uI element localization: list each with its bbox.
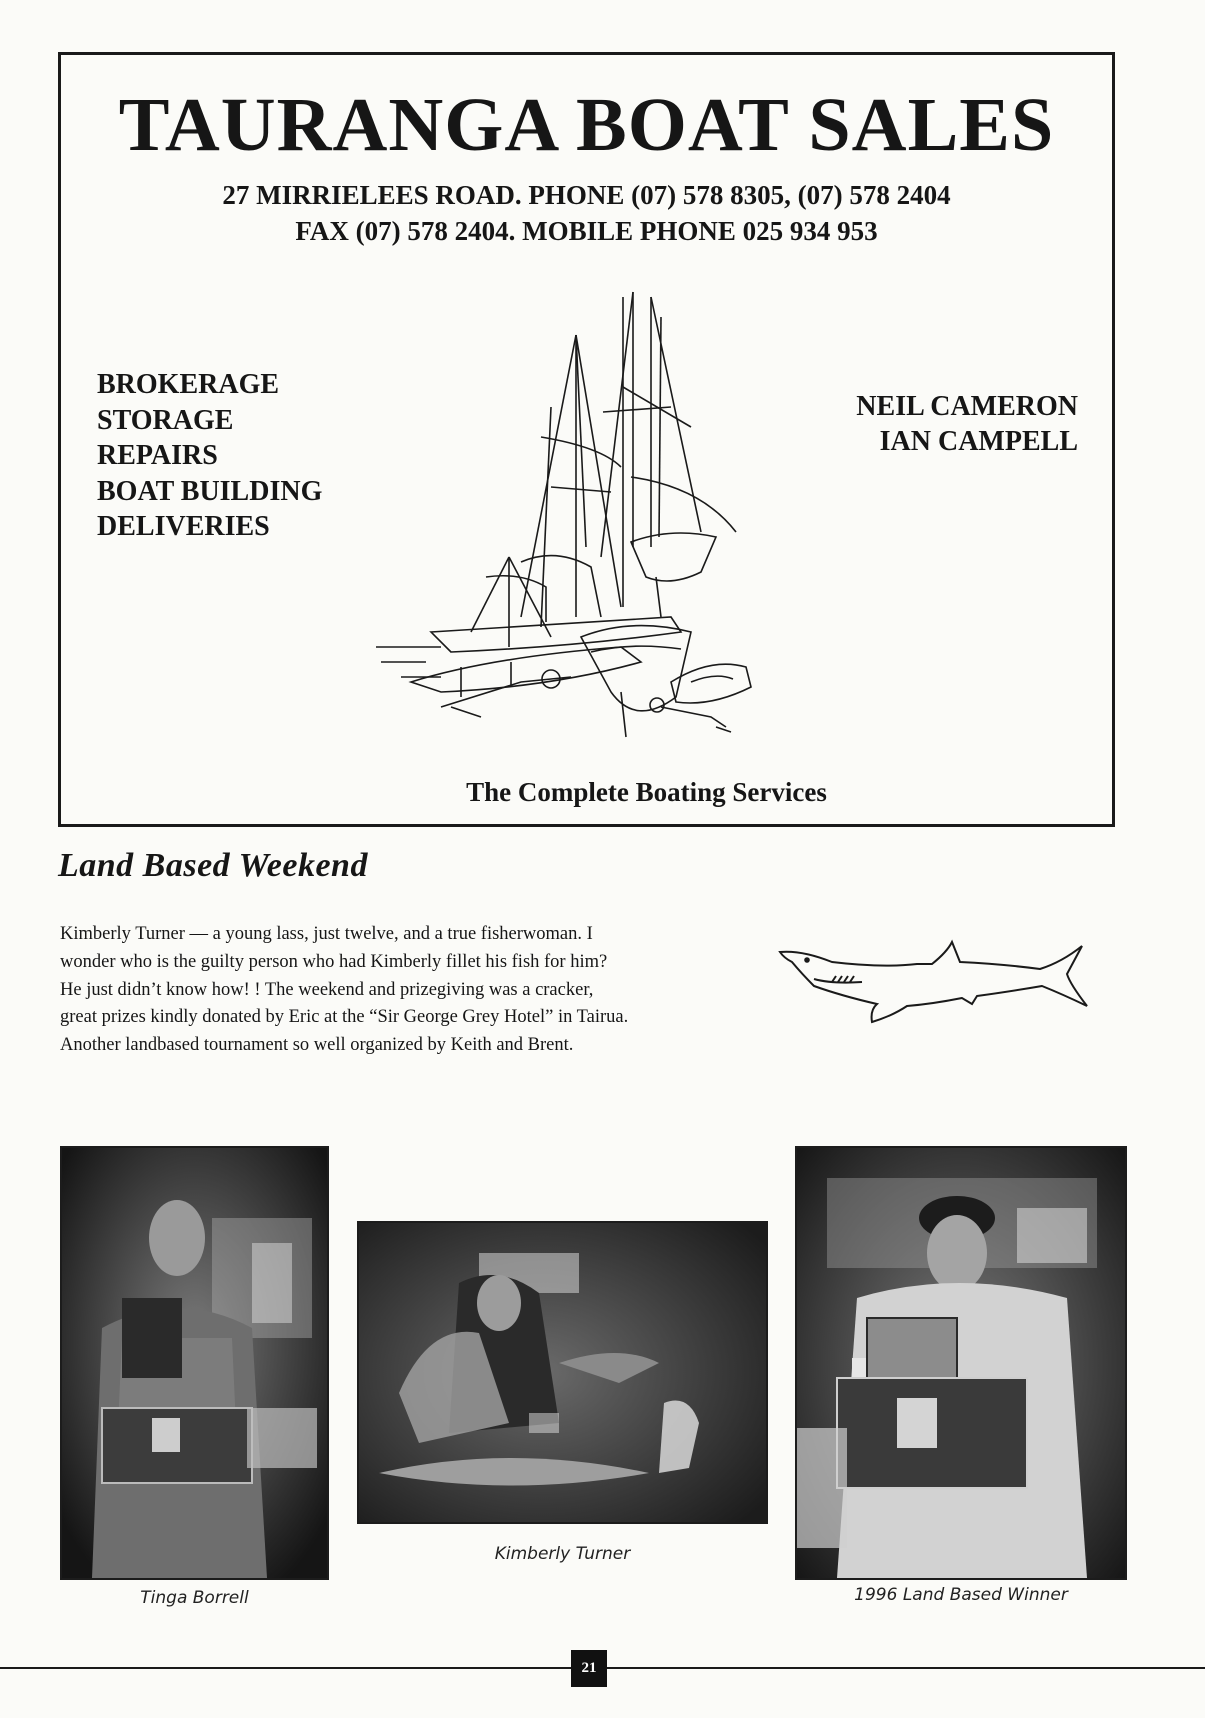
photo-land-based-winner (795, 1146, 1127, 1580)
page-number: 21 (571, 1650, 607, 1687)
article-body: Kimberly Turner — a young lass, just twelve, and a true fisherwoman. I wonder who is the guilty person who had Kimberly fillet his fish for him? He just didn’t know how! ! The weekend and prizegiving was a cracker, great prizes kindly donated by Eric at the “Sir George Grey Hotel” in Tairua. Another landbased tournament so well organized by Keith and Brent. (60, 924, 629, 1056)
contact-name: IAN CAMPELL (879, 426, 1078, 457)
service-brokerage: BROKERAGE (97, 369, 280, 400)
services-list (97, 367, 322, 545)
contact-names (856, 389, 1078, 459)
photo-girl-filleting-fish (359, 1223, 766, 1522)
photo-tinga-borrell (60, 1146, 329, 1580)
photo-man-holding-box (62, 1148, 327, 1578)
photo-kimberly-turner (357, 1221, 768, 1524)
service-storage: STORAGE (97, 404, 234, 436)
photo-winner-holding-prizes (797, 1148, 1125, 1578)
boats-illustration (371, 287, 791, 767)
ad-title: TAURANGA BOAT SALES (118, 83, 1055, 167)
service-deliveries: DELIVERIES (97, 511, 270, 542)
caption-kimberly-turner: Kimberly Turner (494, 1544, 631, 1564)
caption-tinga-borrell: Tinga Borrell (140, 1588, 249, 1608)
service-boat-building: BOAT BUILDING (97, 475, 323, 507)
service-repairs: REPAIRS (97, 440, 218, 471)
shark-illustration (772, 924, 1102, 1034)
ad-tagline-row (61, 777, 1112, 808)
ad-address-block (61, 177, 1112, 249)
contact-name: NEIL CAMERON (856, 391, 1078, 422)
advertisement-box (58, 52, 1115, 827)
ad-address-line: 27 MIRRIELEES ROAD. PHONE (07) 578 8305, (07) 578 2404 (222, 180, 951, 210)
article-heading: Land Based Weekend (58, 847, 368, 884)
caption-land-based-winner: 1996 Land Based Winner (854, 1585, 1068, 1605)
ad-contact-line: FAX (07) 578 2404. MOBILE PHONE 025 934 953 (295, 216, 878, 246)
ad-tagline: The Complete Boating Services (466, 777, 827, 807)
